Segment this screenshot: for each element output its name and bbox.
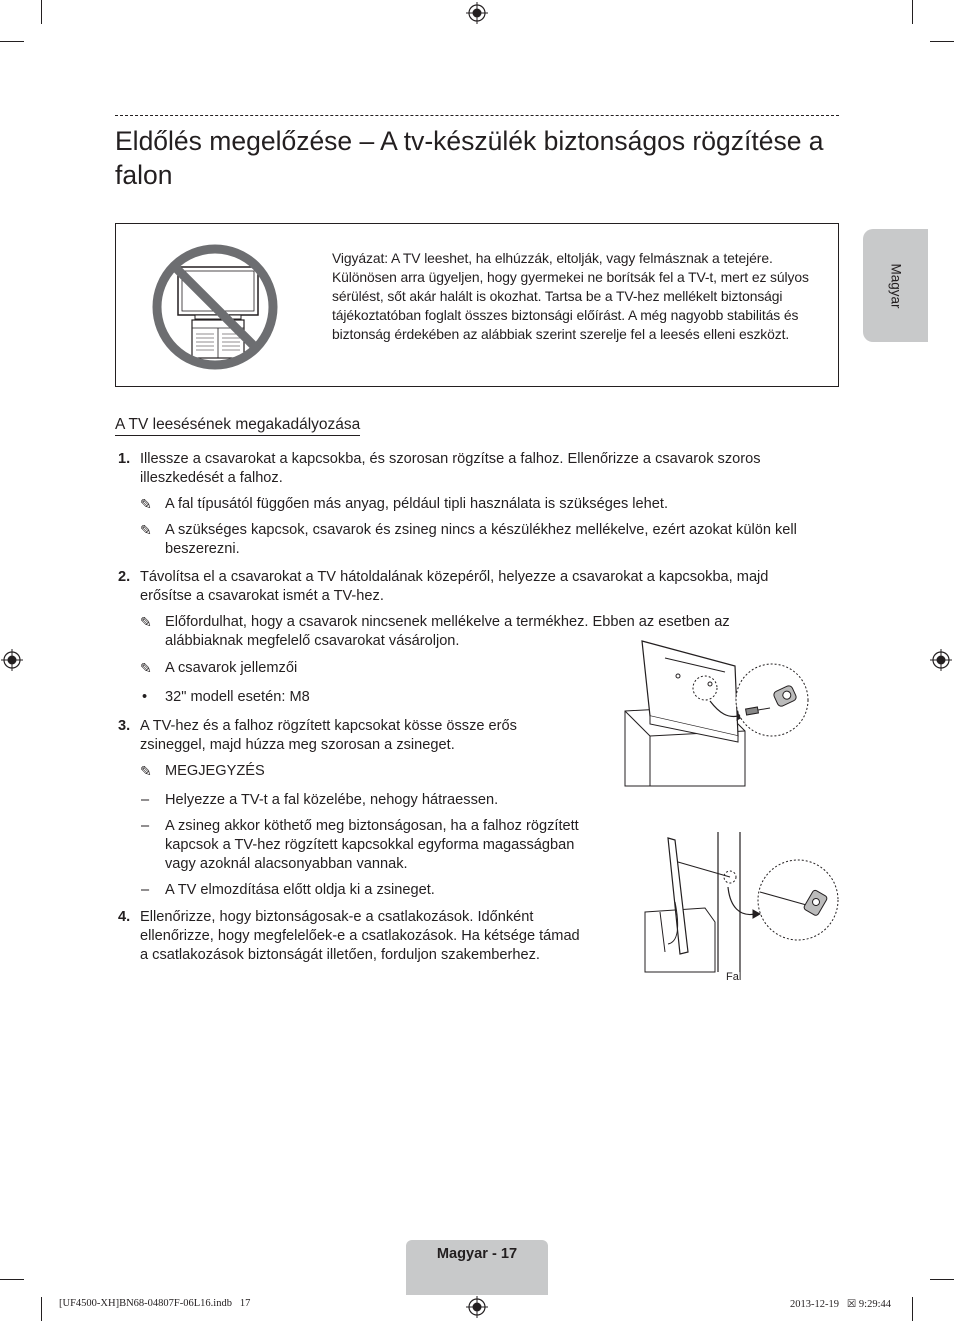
bullet-text: 32" modell esetén: M8	[165, 689, 310, 705]
print-slug-left: [UF4500-XH]BN68-04807F-06L16.indb 17	[59, 1298, 251, 1309]
note-text: A fal típusától függően más anyag, például tipli használata is szükséges lehet.	[165, 496, 668, 512]
page-footer-tab	[406, 1240, 548, 1295]
no-tv-on-stand-icon	[150, 242, 280, 372]
registration-mark-icon	[930, 649, 952, 671]
note-text: alábbiaknak megfelelő csavarokat vásároljon.	[165, 633, 460, 649]
step-number: 4.	[118, 909, 131, 925]
dash-text: kapcsok a TV-hez rögzített kapcsokkal egyforma magasságban	[165, 837, 575, 853]
step-number: 3.	[118, 718, 131, 734]
registration-mark-icon	[1, 649, 23, 671]
note-text: Előfordulhat, hogy a csavarok nincsenek mellékelve a termékhez. Ebben az esetben az	[165, 614, 730, 630]
tv-bracket-illustration	[620, 636, 810, 788]
note-heading: MEGJEGYZÉS	[165, 763, 265, 779]
dash-text: A zsineg akkor köthető meg biztonságosan, ha a falhoz rögzített	[165, 818, 579, 834]
pencil-icon: ✎	[140, 522, 152, 538]
wall-cord-illustration	[640, 832, 840, 974]
bullet-icon: •	[142, 689, 148, 705]
step-text: Illessze a csavarokat a kapcsokba, és szorosan rögzítse a falhoz. Ellenőrizze a csavarok szoros	[140, 451, 761, 467]
step-text: illeszkedését a falhoz.	[140, 470, 283, 486]
pencil-icon: ✎	[140, 660, 152, 676]
step-text: A TV-hez és a falhoz rögzített kapcsokat kösse össze erős	[140, 718, 517, 734]
print-slug-right: 2013-12-19 ☒ 9:29:44	[790, 1299, 891, 1310]
crop-mark	[930, 41, 954, 42]
step-text: erősítse a csavarokat ismét a TV-hez.	[140, 588, 384, 604]
dash-text: A TV elmozdítása előtt oldja ki a zsineget.	[165, 882, 435, 898]
step-text: ellenőrizze, hogy megfelelőek-e a csatlakozások. Ha kétsége támad	[140, 928, 580, 944]
language-side-tab	[863, 229, 928, 342]
step-text: Ellenőrizze, hogy biztonságosak-e a csatlakozások. Időnként	[140, 909, 534, 925]
step-text: a csatlakozások biztonságát illetően, forduljon szakemberhez.	[140, 947, 540, 963]
pencil-icon: ✎	[140, 614, 152, 630]
wall-label: Fal	[726, 971, 742, 983]
registration-mark-icon	[466, 1296, 488, 1318]
crop-mark	[41, 0, 42, 24]
pencil-icon: ✎	[140, 496, 152, 512]
crop-mark	[0, 1279, 24, 1280]
title-dashed-rule	[115, 115, 839, 116]
dash-text: vagy azoknál alacsonyabban vannak.	[165, 856, 408, 872]
note-text: A szükséges kapcsok, csavarok és zsineg nincs a készülékhez mellékelve, ezért azokat külön kell	[165, 522, 797, 538]
section-title: A TV leesésének megakadályozása	[115, 416, 360, 436]
step-text: zsineggel, majd húzza meg szorosan a zsineget.	[140, 737, 455, 753]
side-tab-label: Magyar	[888, 262, 903, 309]
dash-text: Helyezze a TV-t a fal közelébe, nehogy hátraessen.	[165, 792, 499, 808]
dash-icon: –	[141, 818, 150, 834]
note-text: A csavarok jellemzői	[165, 660, 298, 676]
step-number: 2.	[118, 569, 131, 585]
note-text: beszerezni.	[165, 541, 240, 557]
page-title: Eldőlés megelőzése – A tv-készülék biztonságos rögzítése a falon	[115, 126, 824, 190]
dash-icon: –	[141, 882, 150, 898]
pencil-icon: ✎	[140, 763, 152, 779]
crop-mark	[912, 0, 913, 24]
crop-mark	[0, 41, 24, 42]
page-number: Magyar - 17	[436, 1246, 518, 1262]
crop-mark	[930, 1279, 954, 1280]
warning-text: Vigyázat: A TV leeshet, ha elhúzzák, eltolják, vagy felmásznak a tetejére. Különösen arra ügyeljen, hogy gyermekei ne borítsák fel a TV-t, mert ez súlyos sérülést, sőt akár halált is okozhat. Tartsa be a TV-hez mellékelt biztonsági tájékoztatóban foglalt összes biztonsági előírást. A még nagyobb stabilitás és biztonság érdekében az alábbiak szerint szerelje fel a leesés elleni eszközt.	[332, 250, 809, 342]
dash-icon: –	[141, 792, 150, 808]
crop-mark	[41, 1297, 42, 1321]
step-text: Távolítsa el a csavarokat a TV hátoldalának közepéről, helyezze a csavarokat a kapcsokba, majd	[140, 569, 769, 585]
registration-mark-icon	[466, 2, 488, 24]
crop-mark	[912, 1297, 913, 1321]
step-number: 1.	[118, 451, 131, 467]
